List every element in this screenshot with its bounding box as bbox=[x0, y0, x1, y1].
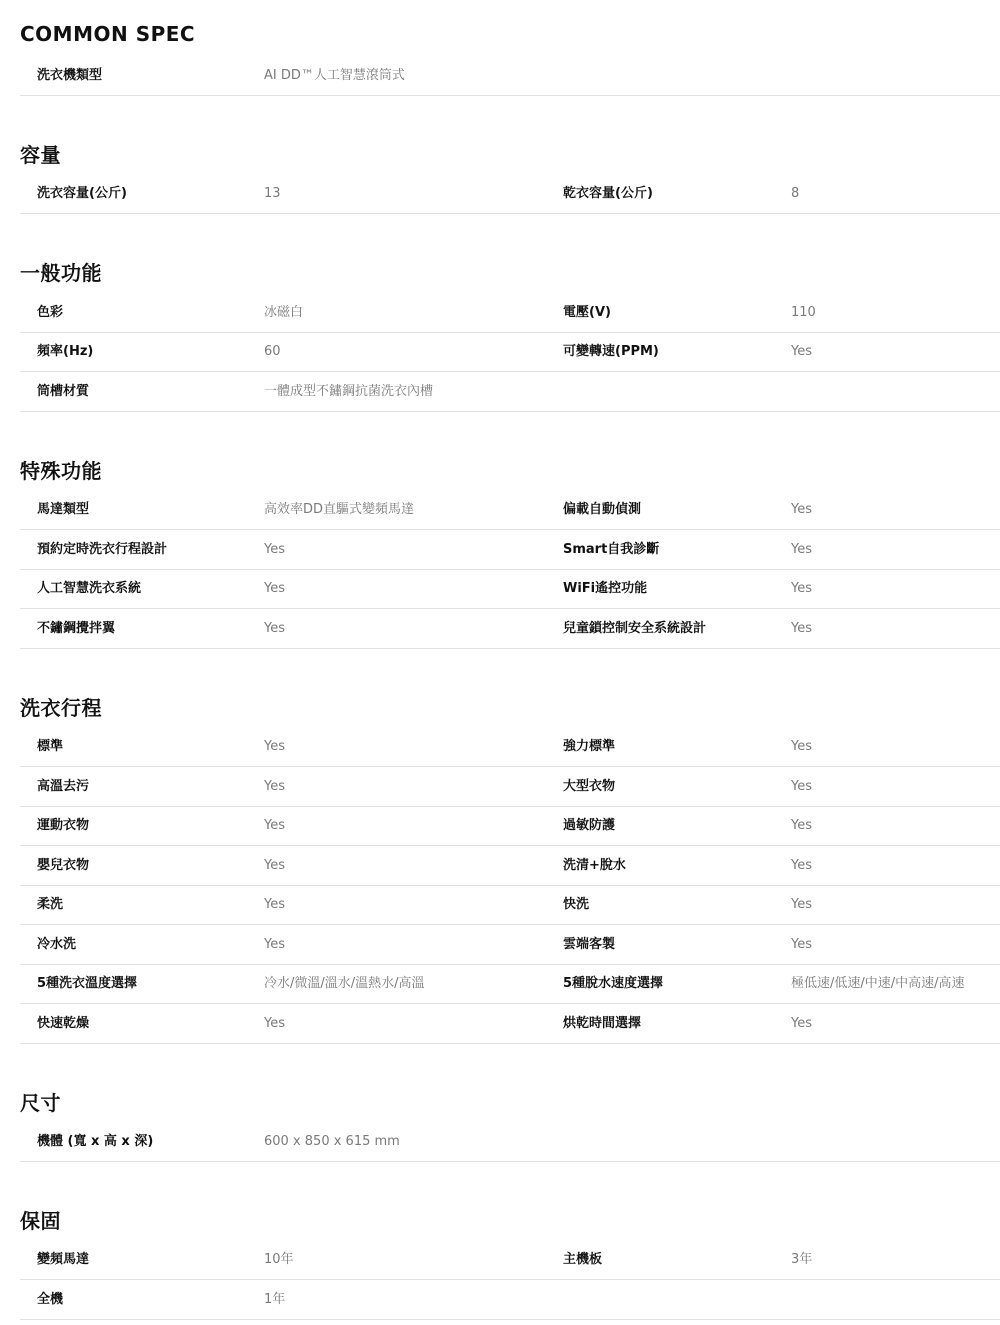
spec-label: 洗衣容量(公斤) bbox=[37, 186, 127, 201]
spec-label: 全機 bbox=[37, 1292, 64, 1307]
spec-row bbox=[20, 727, 1000, 767]
spec-label: 運動衣物 bbox=[37, 818, 90, 833]
spec-value: Yes bbox=[791, 897, 812, 912]
spec-value: 13 bbox=[264, 186, 281, 201]
spec-value: Yes bbox=[791, 344, 812, 359]
spec-value: Yes bbox=[791, 739, 812, 754]
spec-value: Yes bbox=[264, 858, 285, 873]
spec-label: 快洗 bbox=[563, 897, 590, 912]
spec-label: 乾衣容量(公斤) bbox=[563, 186, 653, 201]
spec-value: 極低速/低速/中速/中高速/高速 bbox=[791, 976, 965, 991]
spec-value: Yes bbox=[791, 502, 812, 517]
spec-value: Yes bbox=[264, 581, 285, 596]
spec-label: 高溫去污 bbox=[37, 779, 90, 794]
spec-row bbox=[20, 530, 1000, 570]
spec-value: 10年 bbox=[264, 1252, 294, 1267]
spec-row bbox=[20, 569, 1000, 609]
spec-value: 8 bbox=[791, 186, 800, 201]
spec-value: Yes bbox=[264, 542, 285, 557]
spec-row bbox=[20, 964, 1000, 1004]
spec-row bbox=[20, 490, 1000, 530]
spec-label: 電壓(V) bbox=[563, 305, 611, 320]
spec-row bbox=[20, 846, 1000, 886]
spec-row bbox=[20, 925, 1000, 965]
section-title: 尺寸 bbox=[20, 1091, 61, 1115]
spec-value: 60 bbox=[264, 344, 281, 359]
spec-value: Yes bbox=[264, 818, 285, 833]
spec-value: 600 x 850 x 615 mm bbox=[264, 1134, 400, 1149]
spec-label: 可變轉速(PPM) bbox=[563, 344, 659, 359]
spec-label: 標準 bbox=[37, 739, 64, 754]
spec-row bbox=[20, 293, 1000, 333]
spec-row bbox=[20, 609, 1000, 649]
spec-value: AI DD™人工智慧滾筒式 bbox=[264, 68, 405, 83]
spec-row bbox=[20, 332, 1000, 372]
spec-label: 嬰兒衣物 bbox=[37, 858, 90, 873]
section-title: 特殊功能 bbox=[20, 459, 102, 483]
spec-value: Yes bbox=[791, 779, 812, 794]
spec-value: 1年 bbox=[264, 1292, 286, 1307]
spec-value: Yes bbox=[264, 739, 285, 754]
spec-value: Yes bbox=[791, 1016, 812, 1031]
spec-label: 冷水洗 bbox=[37, 937, 77, 952]
spec-value: Yes bbox=[264, 779, 285, 794]
spec-row bbox=[20, 56, 1000, 96]
spec-label: 雲端客製 bbox=[563, 937, 616, 952]
spec-value: 110 bbox=[791, 305, 816, 320]
spec-label: 柔洗 bbox=[37, 897, 64, 912]
spec-value: Yes bbox=[791, 937, 812, 952]
spec-value: Yes bbox=[264, 1016, 285, 1031]
spec-row bbox=[20, 1280, 1000, 1320]
spec-label: 馬達類型 bbox=[37, 502, 90, 517]
section-title: 容量 bbox=[20, 143, 61, 167]
spec-label: 5種洗衣溫度選擇 bbox=[37, 976, 138, 991]
spec-row bbox=[20, 885, 1000, 925]
spec-label: 過敏防護 bbox=[563, 818, 616, 833]
spec-value: 一體成型不鏽鋼抗菌洗衣內槽 bbox=[264, 384, 434, 399]
section-title: 保固 bbox=[20, 1209, 61, 1233]
spec-label: 變頻馬達 bbox=[37, 1252, 90, 1267]
spec-value: Yes bbox=[791, 621, 812, 636]
spec-row bbox=[20, 1240, 1000, 1280]
spec-label: 機體 (寬 x 高 x 深) bbox=[37, 1134, 154, 1149]
spec-value: Yes bbox=[791, 858, 812, 873]
spec-row bbox=[20, 372, 1000, 412]
spec-label: Smart自我診斷 bbox=[563, 542, 660, 557]
spec-label: WiFi遙控功能 bbox=[563, 581, 648, 596]
spec-label: 大型衣物 bbox=[563, 779, 616, 794]
spec-row bbox=[20, 174, 1000, 214]
spec-row bbox=[20, 767, 1000, 807]
spec-label: 烘乾時間選擇 bbox=[563, 1016, 642, 1031]
spec-label: 兒童鎖控制安全系統設計 bbox=[563, 621, 707, 636]
spec-value: Yes bbox=[791, 542, 812, 557]
spec-label: 偏載自動偵測 bbox=[563, 502, 642, 517]
spec-label: 筒槽材質 bbox=[37, 384, 90, 399]
spec-label: 人工智慧洗衣系統 bbox=[37, 581, 142, 596]
spec-value: Yes bbox=[791, 581, 812, 596]
spec-label: 色彩 bbox=[37, 305, 64, 320]
spec-value: Yes bbox=[791, 818, 812, 833]
spec-label: 頻率(Hz) bbox=[37, 344, 94, 359]
spec-value: 高效率DD直驅式變頻馬達 bbox=[264, 502, 415, 517]
section-title: 一般功能 bbox=[20, 261, 102, 285]
spec-value: 3年 bbox=[791, 1252, 813, 1267]
spec-label: 預約定時洗衣行程設計 bbox=[37, 542, 168, 557]
spec-label: 主機板 bbox=[563, 1252, 603, 1267]
spec-value: 冷水/微溫/溫水/溫熱水/高溫 bbox=[264, 976, 425, 991]
spec-row bbox=[20, 1122, 1000, 1162]
spec-value: 冰磁白 bbox=[264, 305, 304, 320]
spec-row bbox=[20, 806, 1000, 846]
section-title: 洗衣行程 bbox=[20, 696, 102, 720]
spec-value: Yes bbox=[264, 897, 285, 912]
spec-label: 不鏽鋼攪拌翼 bbox=[37, 621, 116, 636]
spec-label: 快速乾燥 bbox=[37, 1016, 90, 1031]
spec-value: Yes bbox=[264, 937, 285, 952]
spec-label: 洗清+脫水 bbox=[563, 858, 626, 873]
spec-label: 強力標準 bbox=[563, 739, 616, 754]
spec-value: Yes bbox=[264, 621, 285, 636]
spec-label: 洗衣機類型 bbox=[37, 68, 103, 83]
spec-row bbox=[20, 1004, 1000, 1044]
section-title: COMMON SPEC bbox=[20, 22, 196, 46]
spec-label: 5種脫水速度選擇 bbox=[563, 976, 664, 991]
